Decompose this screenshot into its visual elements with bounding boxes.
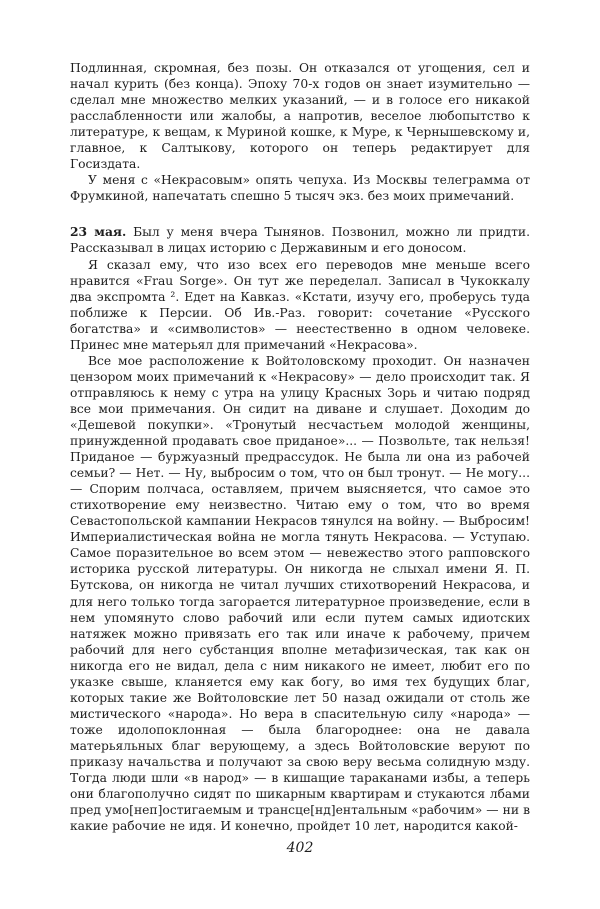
page-body <box>70 60 530 834</box>
paragraph-4: Я сказал ему, что изо всех его переводов мне меньше всего нравится «Frau Sorge». Он тут же переделал. Записал в Чукоккалу два экспромта ². Едет на Кавказ. «Кстати, изучу его, проберусь туда поближе к Персии. Об Ив.-Раз. говорит: сочетание «Русского богатства» и «символистов» — неестественно в одном человеке. Принес мне матерьял для примечаний «Некрасова». <box>70 257 530 352</box>
paragraph-2: У меня с «Некрасовым» опять чепуха. Из Москвы телеграмма от Фрумкиной, напечатать спешно 5 тысяч экз. без моих примечаний. <box>70 173 530 204</box>
paragraph-3-text: Был у меня вчера Тынянов. Позвонил, можно ли придти. Рассказывал в лицах историю с Державиным и его доносом. <box>70 225 530 256</box>
page-number: 402 <box>286 840 314 856</box>
entry-date: 23 мая. <box>70 224 127 240</box>
paragraph-5: Все мое расположение к Войтоловскому проходит. Он назначен цензором моих примечаний к «Некрасову» — дело происходит так. Я отправляюсь к нему с утра на улицу Красных Зорь и читаю подряд все мои примечания. Он сидит на диване и слушает. Доходим до «Дешевой покупки». «Тронутый несчастьем молодой женщины, принужденной продавать свое приданое»... — Позвольте, так нельзя! Приданое — буржуазный предрассудок. Не была ли она из рабочей семьи? — Нет. — Ну, выбросим о том, что он был тронут. — Не могу... — Спорим полчаса, оставляем, причем выясняется, что самое это стихотворение ему неизвестно. Читаю ему о том, что во время Севастопольской кампании Некрасов тянулся на войну. — Выбросим! Империалистическая война не могла тянуть Некрасова. — Уступаю. Самое поразительное во всем этом — невежество этого рапповского историка русской литературы. Он никогда не слыхал имени Я. П. Бутскова, он никогда не читал лучших стихотворений Некрасова, и для него только тогда загорается литературное произведение, если в нем упомянуто слово рабочий или если путем самых идиотских натяжек можно привязать его так или иначе к рабочему, причем рабочий для него субстанция вполне метафизическая, так как он никогда его не видал, дела с ним никакого не имеет, любит его по указке свыше, кланяется ему как богу, во имя тех будущих благ, которых такие же Войтоловские лет 50 назад ожидали от столь же мистического «народа». Но вера в спасительную силу «народа» — тоже идолопоклонная — была благороднее: она не давала матерьяльных благ верующему, а здесь Войтоловские веруют по приказу начальства и получают за свою веру весьма солидную мзду. Тогда люди шли «в народ» — в кишащие тараканами избы, а теперь они благополучно сидят по шикарным квартирам и стукаются лбами пред умо[неп]остигаемым и трансце[нд]ентальным «рабочим» — ни в какие рабочие не идя. И конечно, пройдет 10 лет, народится какой- <box>70 353 530 834</box>
paragraph-3 <box>70 224 530 256</box>
paragraph-1: Подлинная, скромная, без позы. Он отказался от угощения, сел и начал курить (без конца). Эпоху 70-х годов он знает изумительно — сделал мне множество мелких указаний, — и в голосе его никакой расслабленности или жалобы, а напротив, веселое любопытство к литературе, к вещам, к Муриной кошке, к Муре, к Чернышевскому и, главное, к Салтыкову, которого он теперь редактирует для Госиздата. <box>70 61 530 172</box>
